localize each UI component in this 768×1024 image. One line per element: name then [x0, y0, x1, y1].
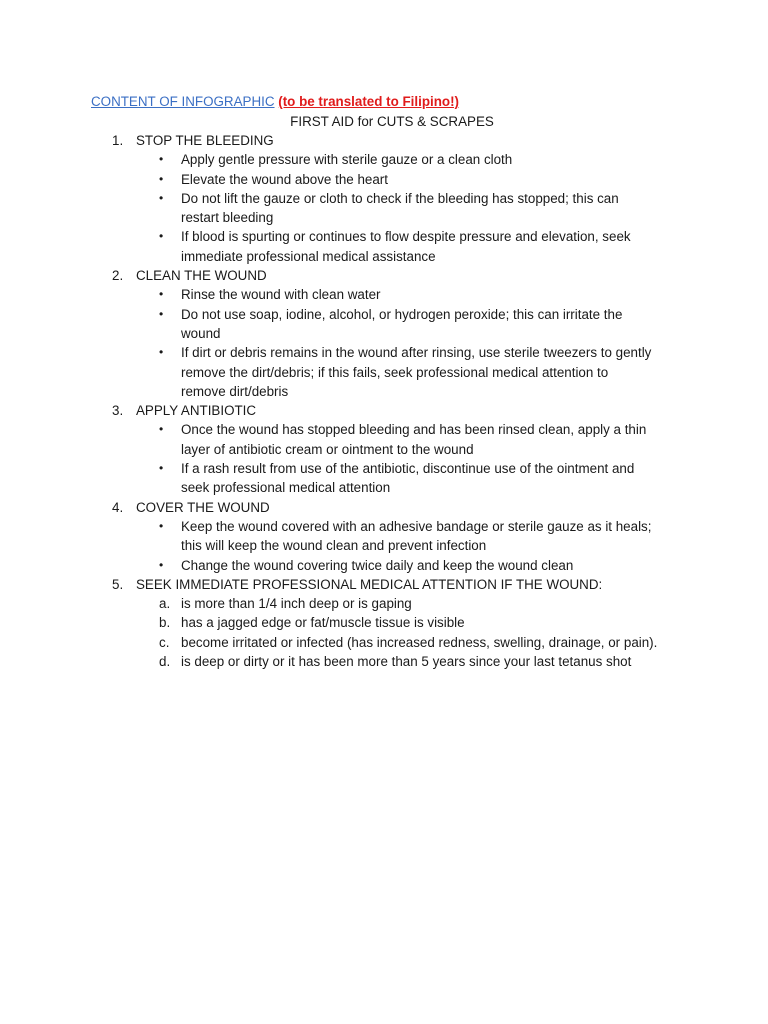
section [0, 266, 768, 401]
section-number: 3. [112, 403, 124, 419]
list-item [0, 285, 691, 304]
list-item [0, 517, 691, 556]
item-letter: b. [159, 615, 171, 631]
section-number: 4. [112, 499, 124, 515]
list-item [0, 189, 691, 228]
item-text-line: is more than 1/4 inch deep or is gaping [181, 596, 412, 612]
item-text-line: Elevate the wound above the heart [181, 171, 388, 187]
item-text-line: has a jagged edge or fat/muscle tissue is visible [181, 615, 465, 631]
section-heading [0, 498, 768, 517]
item-text-line: Keep the wound covered with an adhesive bandage or sterile gauze as it heals; [181, 518, 652, 534]
bullet-icon: • [159, 190, 164, 205]
bullet-icon: • [159, 461, 164, 476]
bullet-icon: • [159, 345, 164, 360]
item-text-line: Do not use soap, iodine, alcohol, or hydrogen peroxide; this can irritate the [181, 306, 623, 322]
section-number: 2. [112, 268, 124, 284]
heading-note: (to be translated to Filipino!) [278, 94, 460, 109]
section-heading [0, 575, 768, 594]
bullet-icon: • [159, 557, 164, 572]
item-text-line: is deep or dirty or it has been more than 5 years since your last tetanus shot [181, 654, 632, 670]
item-text-line: wound [181, 325, 221, 341]
item-text-line: remove dirt/debris [181, 383, 289, 399]
section [0, 401, 768, 497]
item-text-line: become irritated or infected (has increased redness, swelling, drainage, or pain). [181, 634, 658, 650]
item-text-line: restart bleeding [181, 210, 274, 226]
bullet-icon: • [159, 422, 164, 437]
item-text-line: Change the wound covering twice daily and keep the wound clean [181, 557, 574, 573]
list-item [0, 459, 691, 498]
bullet-icon: • [159, 287, 164, 302]
list-item [0, 633, 691, 652]
list-item [0, 652, 691, 671]
list-item [0, 420, 691, 459]
bullet-icon: • [159, 171, 164, 186]
section [0, 131, 768, 266]
item-text-line: Rinse the wound with clean water [181, 287, 381, 303]
item-text-line: Apply gentle pressure with sterile gauze or a clean cloth [181, 152, 513, 168]
list-item [0, 305, 691, 344]
section-heading [0, 131, 768, 150]
section [0, 575, 768, 671]
section-title: APPLY ANTIBIOTIC [136, 403, 257, 419]
section-title: SEEK IMMEDIATE PROFESSIONAL MEDICAL ATTENTION IF THE WOUND: [136, 576, 603, 592]
bullet-icon: • [159, 518, 164, 533]
list-item [0, 170, 691, 189]
item-letter: c. [159, 634, 170, 650]
section-heading [0, 401, 768, 420]
bullet-icon: • [159, 229, 164, 244]
item-text-line: immediate professional medical assistance [181, 248, 436, 264]
heading-label: CONTENT OF INFOGRAPHIC [91, 94, 275, 109]
section [0, 498, 768, 575]
item-text-line: If dirt or debris remains in the wound after rinsing, use sterile tweezers to gently [181, 345, 652, 361]
item-letter: d. [159, 654, 171, 670]
section-title: CLEAN THE WOUND [136, 268, 267, 284]
item-text-line: layer of antibiotic cream or ointment to the wound [181, 441, 474, 457]
bullet-icon: • [159, 306, 164, 321]
list-item [0, 150, 691, 169]
section-number: 1. [112, 133, 124, 148]
list-item [0, 613, 691, 632]
section-title: STOP THE BLEEDING [136, 133, 274, 148]
section-heading [0, 266, 768, 285]
item-text-line: Once the wound has stopped bleeding and has been rinsed clean, apply a thin [181, 422, 647, 438]
item-text-line: Do not lift the gauze or cloth to check if the bleeding has stopped; this can [181, 190, 619, 206]
infographic-heading [91, 92, 459, 111]
section-title: COVER THE WOUND [136, 499, 270, 515]
bullet-icon: • [159, 152, 164, 167]
document-title: FIRST AID for CUTS & SCRAPES [290, 114, 494, 129]
item-text-line: remove the dirt/debris; if this fails, seek professional medical attention to [181, 364, 609, 380]
list-item [0, 556, 691, 575]
item-letter: a. [159, 596, 171, 612]
item-text-line: If blood is spurting or continues to flow despite pressure and elevation, seek [181, 229, 631, 245]
list-item [0, 343, 691, 401]
list-item [0, 594, 691, 613]
section-number: 5. [112, 576, 124, 592]
item-text-line: seek professional medical attention [181, 480, 391, 496]
item-text-line: this will keep the wound clean and prevent infection [181, 538, 487, 554]
sections-list [0, 131, 768, 671]
list-item [0, 227, 691, 266]
item-text-line: If a rash result from use of the antibiotic, discontinue use of the ointment and [181, 461, 635, 477]
